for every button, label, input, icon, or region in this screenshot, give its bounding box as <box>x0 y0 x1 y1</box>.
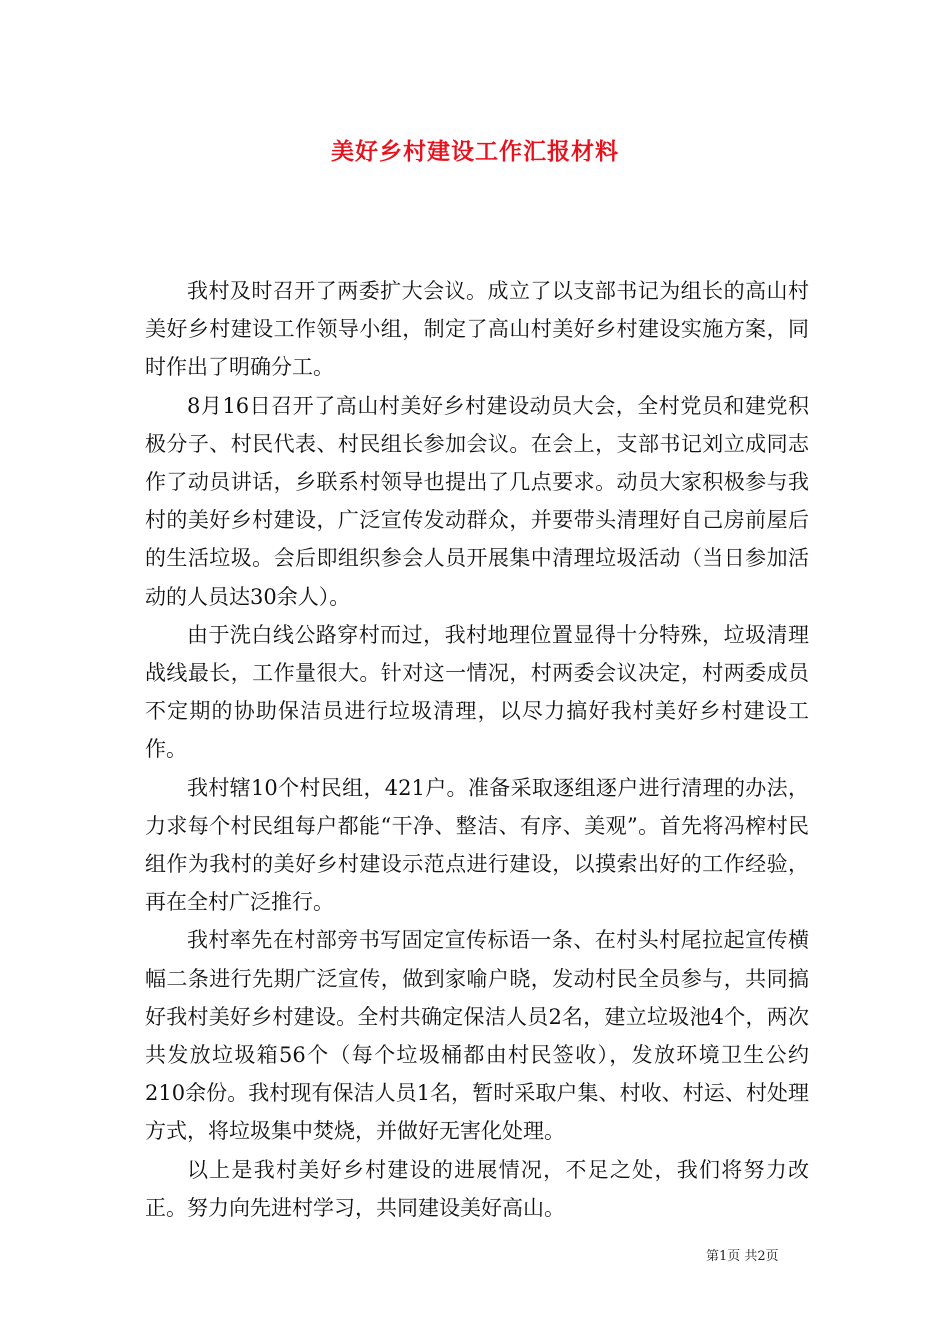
paragraph-3: 由于洗白线公路穿村而过，我村地理位置显得十分特殊，垃圾清理战线最长，工作量很大。针对这一情况，村两委会议决定，村两委成员不定期的协助保洁员进行垃圾清理，以尽力搞好我村美好乡村建设工作。 <box>145 622 809 762</box>
document-title: 美好乡村建设工作汇报材料 <box>331 138 619 165</box>
paragraph-4: 我村辖10个村民组，421户。准备采取逐组逐户进行清理的办法，力求每个村民组每户都能“干净、整洁、有序、美观”。首先将冯榨村民组作为我村的美好乡村建设示范点进行建设，以摸索出好的工作经验，再在全村广泛推行。 <box>145 775 809 915</box>
page-number: 第1页 共2页 <box>706 1249 779 1264</box>
paragraph-1: 我村及时召开了两委扩大会议。成立了以支部书记为组长的高山村美好乡村建设工作领导小组，制定了高山村美好乡村建设实施方案，同时作出了明确分工。 <box>145 279 809 380</box>
document-body <box>145 272 809 1227</box>
paragraph-5: 我村率先在村部旁书写固定宣传标语一条、在村头村尾拉起宣传横幅二条进行先期广泛宣传，做到家喻户晓，发动村民全员参与，共同搞好我村美好乡村建设。全村共确定保洁人员2名，建立垃圾池4个，两次共发放垃圾箱56个（每个垃圾桶都由村民签收），发放环境卫生公约210余份。我村现有保洁人员1名，暂时采取户集、村收、村运、村处理方式，将垃圾集中焚烧，并做好无害化处理。 <box>145 928 809 1144</box>
paragraph-6: 以上是我村美好乡村建设的进展情况，不足之处，我们将努力改正。努力向先进村学习，共同建设美好高山。 <box>145 1157 809 1220</box>
paragraph-2: 8月16日召开了高山村美好乡村建设动员大会，全村党员和建党积极分子、村民代表、村民组长参加会议。在会上，支部书记刘立成同志作了动员讲话，乡联系村领导也提出了几点要求。动员大家积极参与我村的美好乡村建设，广泛宣传发动群众，并要带头清理好自己房前屋后的生活垃圾。会后即组织参会人员开展集中清理垃圾活动（当日参加活动的人员达30余人）。 <box>145 393 809 609</box>
